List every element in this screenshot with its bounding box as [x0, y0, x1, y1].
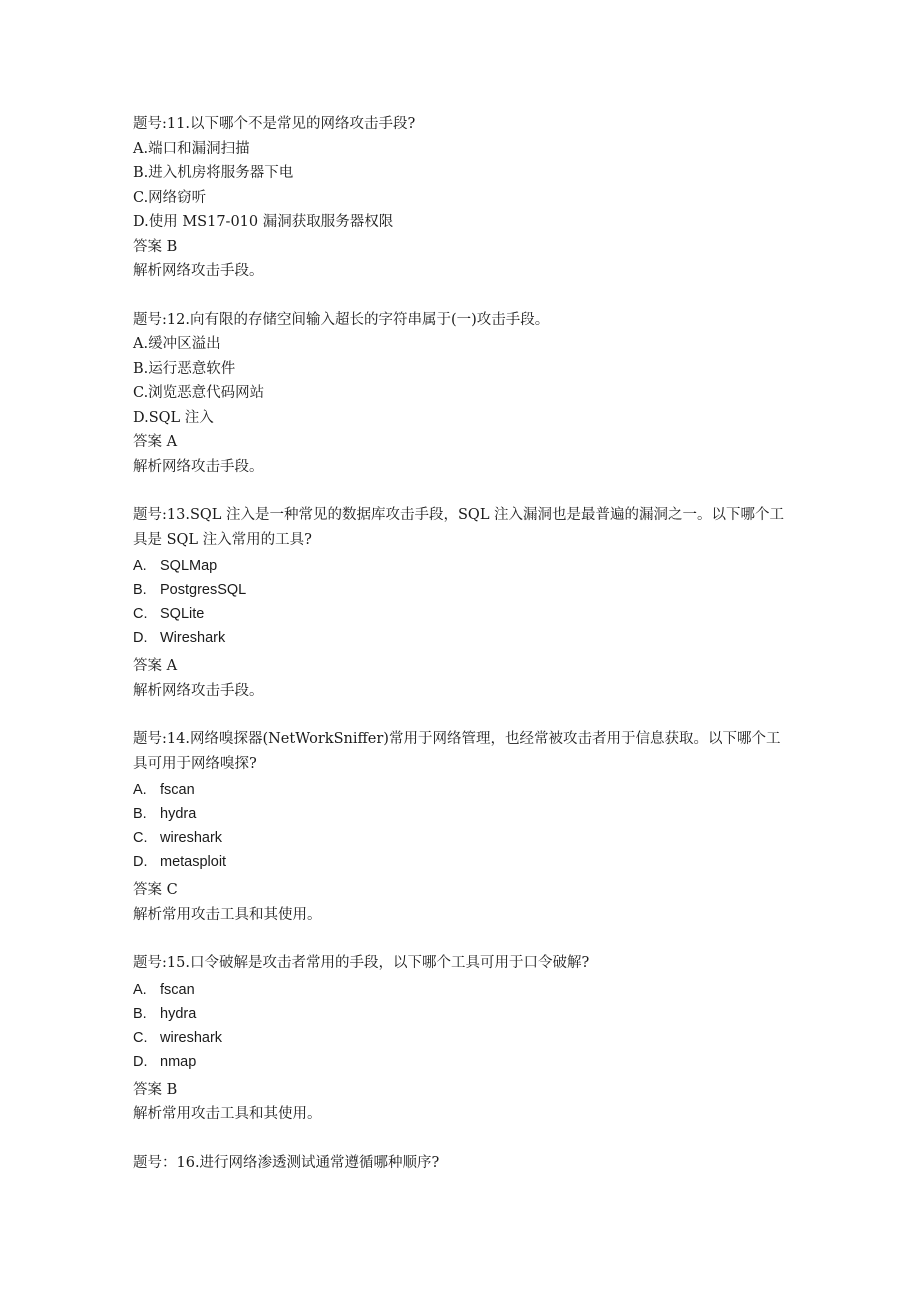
analysis: 解析网络攻击手段。 [133, 263, 264, 279]
option-d: D.使用 MS17-010 漏洞获取服务器权限 [133, 214, 394, 230]
answer: 答案 C [133, 882, 178, 898]
option-text: fscan [160, 782, 195, 798]
option-letter: B. [133, 582, 147, 598]
analysis: 解析常用攻击工具和其使用。 [133, 906, 322, 923]
question-15 [133, 951, 793, 1127]
option-d: D.SQL 注入 [133, 409, 214, 426]
option-letter: C. [133, 830, 148, 846]
option-letter: B. [133, 806, 147, 822]
option-c [133, 826, 793, 850]
document-page [133, 112, 793, 1199]
option-text: Wireshark [160, 630, 226, 646]
options-list [133, 554, 793, 650]
option-d [133, 626, 793, 650]
option-b [133, 1002, 793, 1026]
option-letter: C. [133, 606, 148, 622]
option-c: C.网络窃听 [133, 189, 207, 206]
option-letter: C. [133, 1029, 148, 1046]
option-text: hydra [160, 1005, 197, 1022]
option-letter: D. [133, 630, 148, 646]
option-text: fscan [160, 981, 195, 998]
question-title: 题号:14.网络嗅探器(NetWorkSniffer)常用于网络管理，也经常被攻击者用于信息获取。以下哪个工具可用于网络嗅探? [133, 731, 781, 772]
option-a: A.端口和漏洞扫描 [133, 140, 250, 157]
option-letter: B. [133, 1005, 147, 1022]
analysis: 解析常用攻击工具和其使用。 [133, 1106, 322, 1122]
option-text: metasploit [160, 854, 227, 870]
question-title: 题号:11.以下哪个不是常见的网络攻击手段? [133, 116, 416, 132]
options-list [133, 778, 793, 874]
option-text: SQLMap [160, 558, 218, 574]
option-text: hydra [160, 806, 197, 822]
option-b: B.进入机房将服务器下电 [133, 165, 294, 181]
question-title: 题号：16.进行网络渗透测试通常遵循哪种顺序? [133, 1154, 440, 1171]
option-c [133, 1026, 793, 1050]
question-11 [133, 112, 793, 284]
option-letter: D. [133, 1053, 148, 1070]
option-d [133, 1050, 793, 1074]
answer: 答案 B [133, 1081, 178, 1098]
question-12 [133, 308, 793, 480]
question-title: 题号:12.向有限的存储空间输入超长的字符串属于(一)攻击手段。 [133, 311, 550, 328]
question-title: 题号:15.口令破解是攻击者常用的手段，以下哪个工具可用于口令破解? [133, 955, 590, 971]
option-letter: A. [133, 981, 147, 998]
answer: 答案 B [133, 238, 178, 255]
option-a [133, 778, 793, 802]
option-a [133, 978, 793, 1002]
option-letter: D. [133, 854, 148, 870]
option-letter: A. [133, 558, 147, 574]
analysis: 解析网络攻击手段。 [133, 682, 264, 699]
option-letter: A. [133, 782, 147, 798]
option-a [133, 554, 793, 578]
question-16 [133, 1151, 793, 1176]
option-text: wireshark [160, 830, 223, 846]
answer: 答案 A [133, 434, 178, 450]
option-text: SQLite [160, 606, 205, 622]
analysis: 解析网络攻击手段。 [133, 458, 264, 475]
question-13 [133, 503, 793, 703]
question-title: 题号:13.SQL 注入是一种常见的数据库攻击手段，SQL 注入漏洞也是最普遍的漏洞之一。以下哪个工具是 SQL 注入常用的工具? [133, 507, 785, 548]
option-text: wireshark [160, 1029, 223, 1046]
answer: 答案 A [133, 658, 178, 674]
option-d [133, 850, 793, 874]
option-b [133, 802, 793, 826]
option-c [133, 602, 793, 626]
option-b: B.运行恶意软件 [133, 360, 236, 377]
question-14 [133, 727, 793, 927]
option-c: C.浏览恶意代码网站 [133, 385, 265, 401]
option-text: PostgresSQL [160, 582, 247, 598]
option-a: A.缓冲区溢出 [133, 336, 221, 352]
option-text: nmap [160, 1053, 197, 1070]
options-list [133, 978, 793, 1074]
option-b [133, 578, 793, 602]
